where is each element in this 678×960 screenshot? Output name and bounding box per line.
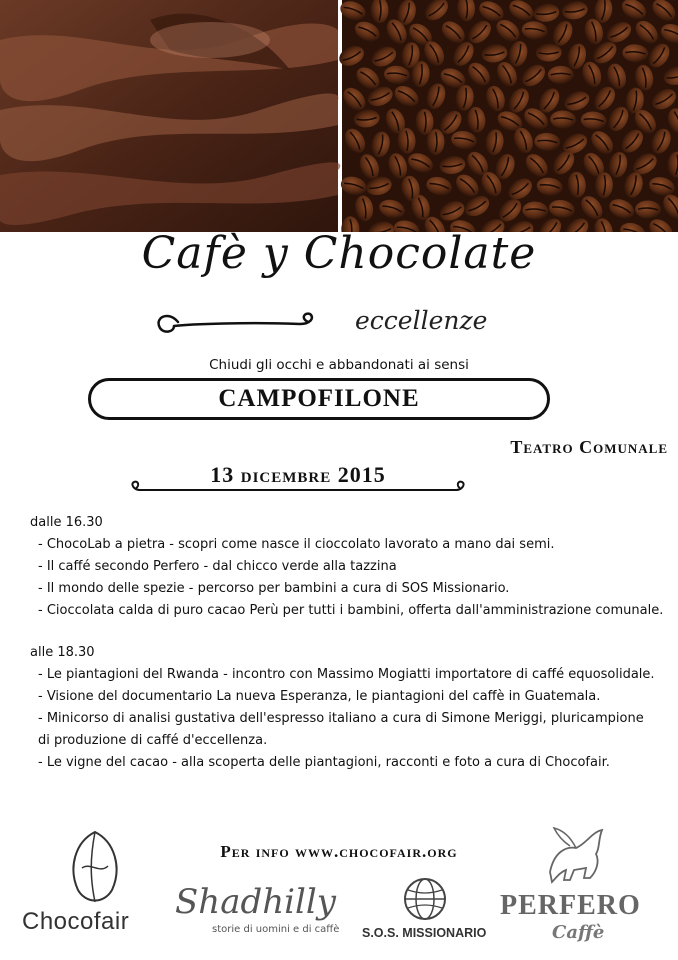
info-line: Per info www.chocofair.org: [220, 842, 458, 861]
chocofair-cacao-icon: [60, 828, 130, 908]
hero-photos: [0, 0, 678, 232]
program-item: - Il caffé secondo Perfero - dal chicco verde alla tazzina: [38, 559, 397, 574]
shadhilly-tagline: storie di uomini e di caffè: [212, 924, 340, 935]
perfero-caffe: Caffè: [552, 922, 605, 943]
location-name: CAMPOFILONE: [218, 385, 420, 412]
sponsor-logos: [0, 820, 678, 960]
program-item: - Visione del documentario La nueva Esperanza, le piantagioni del caffè in Guatemala.: [38, 689, 601, 704]
event-subtitle: eccellenze: [355, 306, 488, 335]
date-row: [120, 462, 476, 502]
chocolate-photo: [0, 0, 340, 232]
tagline: Chiudi gli occhi e abbandonati ai sensi: [209, 357, 469, 373]
program-time: alle 18.30: [30, 645, 95, 660]
subtitle-row: [150, 304, 550, 344]
sos-missionario-logo: S.O.S. MISSIONARIO: [362, 926, 487, 940]
swirl-ornament-icon: [150, 304, 350, 344]
event-date: 13 dicembre 2015: [210, 462, 386, 487]
chocofair-logo: Chocofair: [22, 908, 130, 935]
program-item: - Minicorso di analisi gustativa dell'espresso italiano a cura di Simone Meriggi, pluricampione di produzione di caffé d'eccellenza.: [38, 711, 644, 748]
coffee-beans-photo: [336, 0, 678, 232]
location-banner: [88, 378, 550, 420]
program-block-first: [30, 512, 670, 622]
shadhilly-logo: Shadhilly: [175, 882, 336, 922]
program-item: - Il mondo delle spezie - percorso per bambini a cura di SOS Missionario.: [38, 581, 510, 596]
perfero-griffin-icon: [540, 822, 610, 888]
program: [30, 512, 670, 786]
program-item: - ChocoLab a pietra - scopri come nasce il cioccolato lavorato a mano dai semi.: [38, 537, 555, 552]
program-item: - Cioccolata calda di puro cacao Perù per tutti i bambini, offerta dall'amministrazione comunale.: [38, 603, 664, 618]
perfero-logo: PERFERO: [500, 890, 641, 921]
program-item: - Le piantagioni del Rwanda - incontro con Massimo Mogiatti importatore di caffé equosolidale.: [38, 667, 655, 682]
program-block-second: [30, 642, 670, 774]
program-time: dalle 16.30: [30, 515, 103, 530]
globe-icon: [402, 876, 448, 922]
event-title: Cafè y Chocolate: [141, 228, 537, 279]
venue: Teatro Comunale: [510, 437, 668, 457]
program-item: - Le vigne del cacao - alla scoperta delle piantagioni, racconti e foto a cura di Chocofair.: [38, 755, 610, 770]
hero-images: [0, 0, 678, 232]
